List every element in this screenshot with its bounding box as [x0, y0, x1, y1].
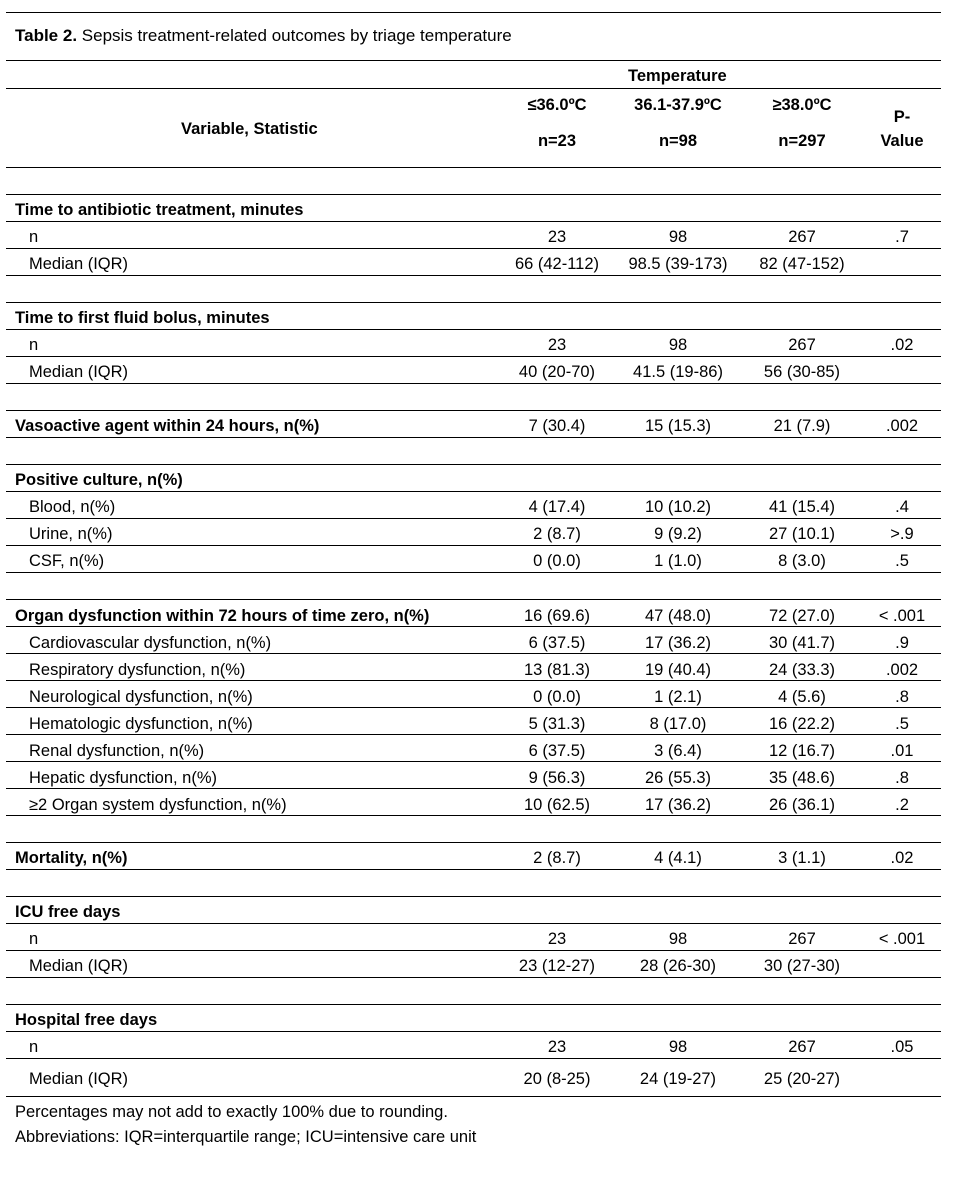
value-cell: 35 (48.6) [768, 769, 836, 787]
row-rule [6, 977, 941, 978]
value-cell: 2 (8.7) [533, 849, 581, 867]
value-cell: 3 (6.4) [654, 742, 702, 760]
row-rule [6, 437, 941, 438]
section-label: Time to antibiotic treatment, minutes [15, 201, 304, 219]
value-cell: 12 (16.7) [768, 742, 836, 760]
value-cell: 23 [547, 1038, 567, 1056]
section-label: Mortality, n(%) [15, 849, 128, 867]
p-value-cell: .02 [890, 336, 914, 354]
p-value-cell: .2 [895, 796, 909, 814]
value-cell: 28 (26-30) [639, 957, 717, 975]
value-cell: 9 (9.2) [654, 525, 702, 543]
value-cell: 23 [547, 930, 567, 948]
value-cell: 30 (27-30) [763, 957, 841, 975]
value-cell: 98 [668, 930, 688, 948]
row-rule [6, 761, 941, 762]
row-rule [6, 869, 941, 870]
p-value-cell: .7 [895, 228, 909, 246]
rule-top [6, 12, 941, 13]
value-cell: 267 [788, 930, 816, 948]
row-rule [6, 410, 941, 411]
row-label: Median (IQR) [29, 255, 129, 273]
row-label: Respiratory dysfunction, n(%) [29, 661, 246, 679]
row-rule [6, 950, 941, 951]
row-rule [6, 653, 941, 654]
table-caption [15, 26, 512, 46]
row-rule [6, 194, 941, 195]
value-cell: 23 [547, 228, 567, 246]
rule-group [6, 88, 941, 89]
p-value-cell: .01 [890, 742, 914, 760]
value-cell: 26 (36.1) [768, 796, 836, 814]
row-label: ≥2 Organ system dysfunction, n(%) [29, 796, 287, 814]
value-cell: 5 (31.3) [528, 715, 586, 733]
value-cell: 98 [668, 228, 688, 246]
header-col-3-n: n=297 [778, 132, 826, 150]
row-rule [6, 815, 941, 816]
value-cell: 24 (19-27) [639, 1070, 717, 1088]
p-value-cell: .5 [895, 715, 909, 733]
row-rule [6, 1058, 941, 1059]
footnote-rounding: Percentages may not add to exactly 100% due to rounding. [15, 1103, 448, 1121]
value-cell: 30 (41.7) [768, 634, 836, 652]
footnotes [15, 1100, 505, 1150]
value-cell: 21 (7.9) [773, 417, 831, 435]
value-cell: 82 (47-152) [759, 255, 845, 273]
row-rule [6, 788, 941, 789]
row-rule [6, 707, 941, 708]
p-value-cell: .002 [885, 417, 919, 435]
value-cell: 40 (20-70) [518, 363, 596, 381]
value-cell: 6 (37.5) [528, 742, 586, 760]
header-p-line1: P- [893, 108, 911, 126]
row-rule [6, 518, 941, 519]
value-cell: 267 [788, 228, 816, 246]
row-label: n [29, 336, 39, 354]
p-value-cell: .8 [895, 769, 909, 787]
value-cell: 24 (33.3) [768, 661, 836, 679]
header-p-line2: Value [880, 132, 924, 150]
p-value-cell: < .001 [878, 930, 926, 948]
row-rule [6, 1004, 941, 1005]
value-cell: 267 [788, 336, 816, 354]
header-col-3-label: ≥38.0ºC [772, 96, 832, 114]
value-cell: 15 (15.3) [644, 417, 712, 435]
p-value-cell: < .001 [878, 607, 926, 625]
value-cell: 4 (5.6) [778, 688, 826, 706]
value-cell: 20 (8-25) [523, 1070, 591, 1088]
value-cell: 267 [788, 1038, 816, 1056]
value-cell: 2 (8.7) [533, 525, 581, 543]
value-cell: 41.5 (19-86) [633, 363, 723, 381]
value-cell: 26 (55.3) [644, 769, 712, 787]
value-cell: 23 [547, 336, 567, 354]
row-rule [6, 383, 941, 384]
value-cell: 47 (48.0) [644, 607, 712, 625]
row-rule [6, 896, 941, 897]
row-rule [6, 680, 941, 681]
value-cell: 10 (10.2) [644, 498, 712, 516]
header-variable: Variable, Statistic [181, 120, 318, 138]
p-value-cell: .02 [890, 849, 914, 867]
header-col-2-label: 36.1-37.9ºC [634, 96, 722, 114]
row-label: Neurological dysfunction, n(%) [29, 688, 253, 706]
header-col-1-n: n=23 [537, 132, 577, 150]
value-cell: 25 (20-27) [763, 1070, 841, 1088]
row-rule [6, 464, 941, 465]
caption-text: Sepsis treatment-related outcomes by triage temperature [77, 26, 512, 45]
header-col-2-n: n=98 [658, 132, 698, 150]
row-rule [6, 626, 941, 627]
row-rule [6, 275, 941, 276]
section-label: Time to first fluid bolus, minutes [15, 309, 270, 327]
value-cell: 1 (2.1) [654, 688, 702, 706]
rule-caption [6, 60, 941, 61]
value-cell: 41 (15.4) [768, 498, 836, 516]
header-col-1-label: ≤36.0ºC [527, 96, 587, 114]
value-cell: 66 (42-112) [514, 255, 600, 273]
row-rule [6, 923, 941, 924]
header-group-label: Temperature [628, 67, 727, 85]
value-cell: 4 (4.1) [654, 849, 702, 867]
row-rule [6, 1031, 941, 1032]
value-cell: 56 (30-85) [763, 363, 841, 381]
value-cell: 19 (40.4) [644, 661, 712, 679]
section-label: ICU free days [15, 903, 121, 921]
value-cell: 7 (30.4) [528, 417, 586, 435]
row-label: Blood, n(%) [29, 498, 116, 516]
row-rule [6, 329, 941, 330]
value-cell: 27 (10.1) [768, 525, 836, 543]
rule-bottom [6, 1096, 941, 1097]
value-cell: 23 (12-27) [518, 957, 596, 975]
value-cell: 13 (81.3) [523, 661, 591, 679]
row-rule [6, 491, 941, 492]
p-value-cell: .8 [895, 688, 909, 706]
section-label: Positive culture, n(%) [15, 471, 183, 489]
section-label: Organ dysfunction within 72 hours of time zero, n(%) [15, 607, 430, 625]
value-cell: 0 (0.0) [533, 688, 581, 706]
row-label: n [29, 228, 39, 246]
value-cell: 98 [668, 1038, 688, 1056]
row-label: n [29, 930, 39, 948]
p-value-cell: .05 [890, 1038, 914, 1056]
row-label: Median (IQR) [29, 1070, 129, 1088]
value-cell: 72 (27.0) [768, 607, 836, 625]
value-cell: 8 (3.0) [778, 552, 826, 570]
p-value-cell: .002 [885, 661, 919, 679]
value-cell: 1 (1.0) [654, 552, 702, 570]
value-cell: 98 [668, 336, 688, 354]
row-label: Renal dysfunction, n(%) [29, 742, 205, 760]
section-label: Hospital free days [15, 1011, 158, 1029]
row-rule [6, 356, 941, 357]
rule-header [6, 167, 941, 168]
p-value-cell: >.9 [890, 525, 914, 543]
row-label: Hematologic dysfunction, n(%) [29, 715, 253, 733]
value-cell: 17 (36.2) [644, 634, 712, 652]
row-label: Hepatic dysfunction, n(%) [29, 769, 218, 787]
row-rule [6, 545, 941, 546]
value-cell: 17 (36.2) [644, 796, 712, 814]
value-cell: 16 (22.2) [768, 715, 836, 733]
row-rule [6, 221, 941, 222]
row-rule [6, 734, 941, 735]
value-cell: 0 (0.0) [533, 552, 581, 570]
section-label: Vasoactive agent within 24 hours, n(%) [15, 417, 320, 435]
row-rule [6, 302, 941, 303]
value-cell: 4 (17.4) [528, 498, 586, 516]
footnote-abbreviations: Abbreviations: IQR=interquartile range; ICU=intensive care unit [15, 1128, 477, 1146]
row-rule [6, 248, 941, 249]
value-cell: 6 (37.5) [528, 634, 586, 652]
value-cell: 3 (1.1) [778, 849, 826, 867]
p-value-cell: .5 [895, 552, 909, 570]
row-label: Median (IQR) [29, 957, 129, 975]
row-label: Median (IQR) [29, 363, 129, 381]
value-cell: 16 (69.6) [523, 607, 591, 625]
row-rule [6, 842, 941, 843]
p-value-cell: .4 [895, 498, 909, 516]
row-label: Cardiovascular dysfunction, n(%) [29, 634, 272, 652]
caption-label: Table 2. [15, 26, 78, 45]
row-label: n [29, 1038, 39, 1056]
value-cell: 9 (56.3) [528, 769, 586, 787]
value-cell: 8 (17.0) [649, 715, 707, 733]
p-value-cell: .9 [895, 634, 909, 652]
row-rule [6, 572, 941, 573]
row-label: CSF, n(%) [29, 552, 105, 570]
value-cell: 10 (62.5) [523, 796, 591, 814]
row-rule [6, 599, 941, 600]
row-label: Urine, n(%) [29, 525, 113, 543]
value-cell: 98.5 (39-173) [628, 255, 728, 273]
